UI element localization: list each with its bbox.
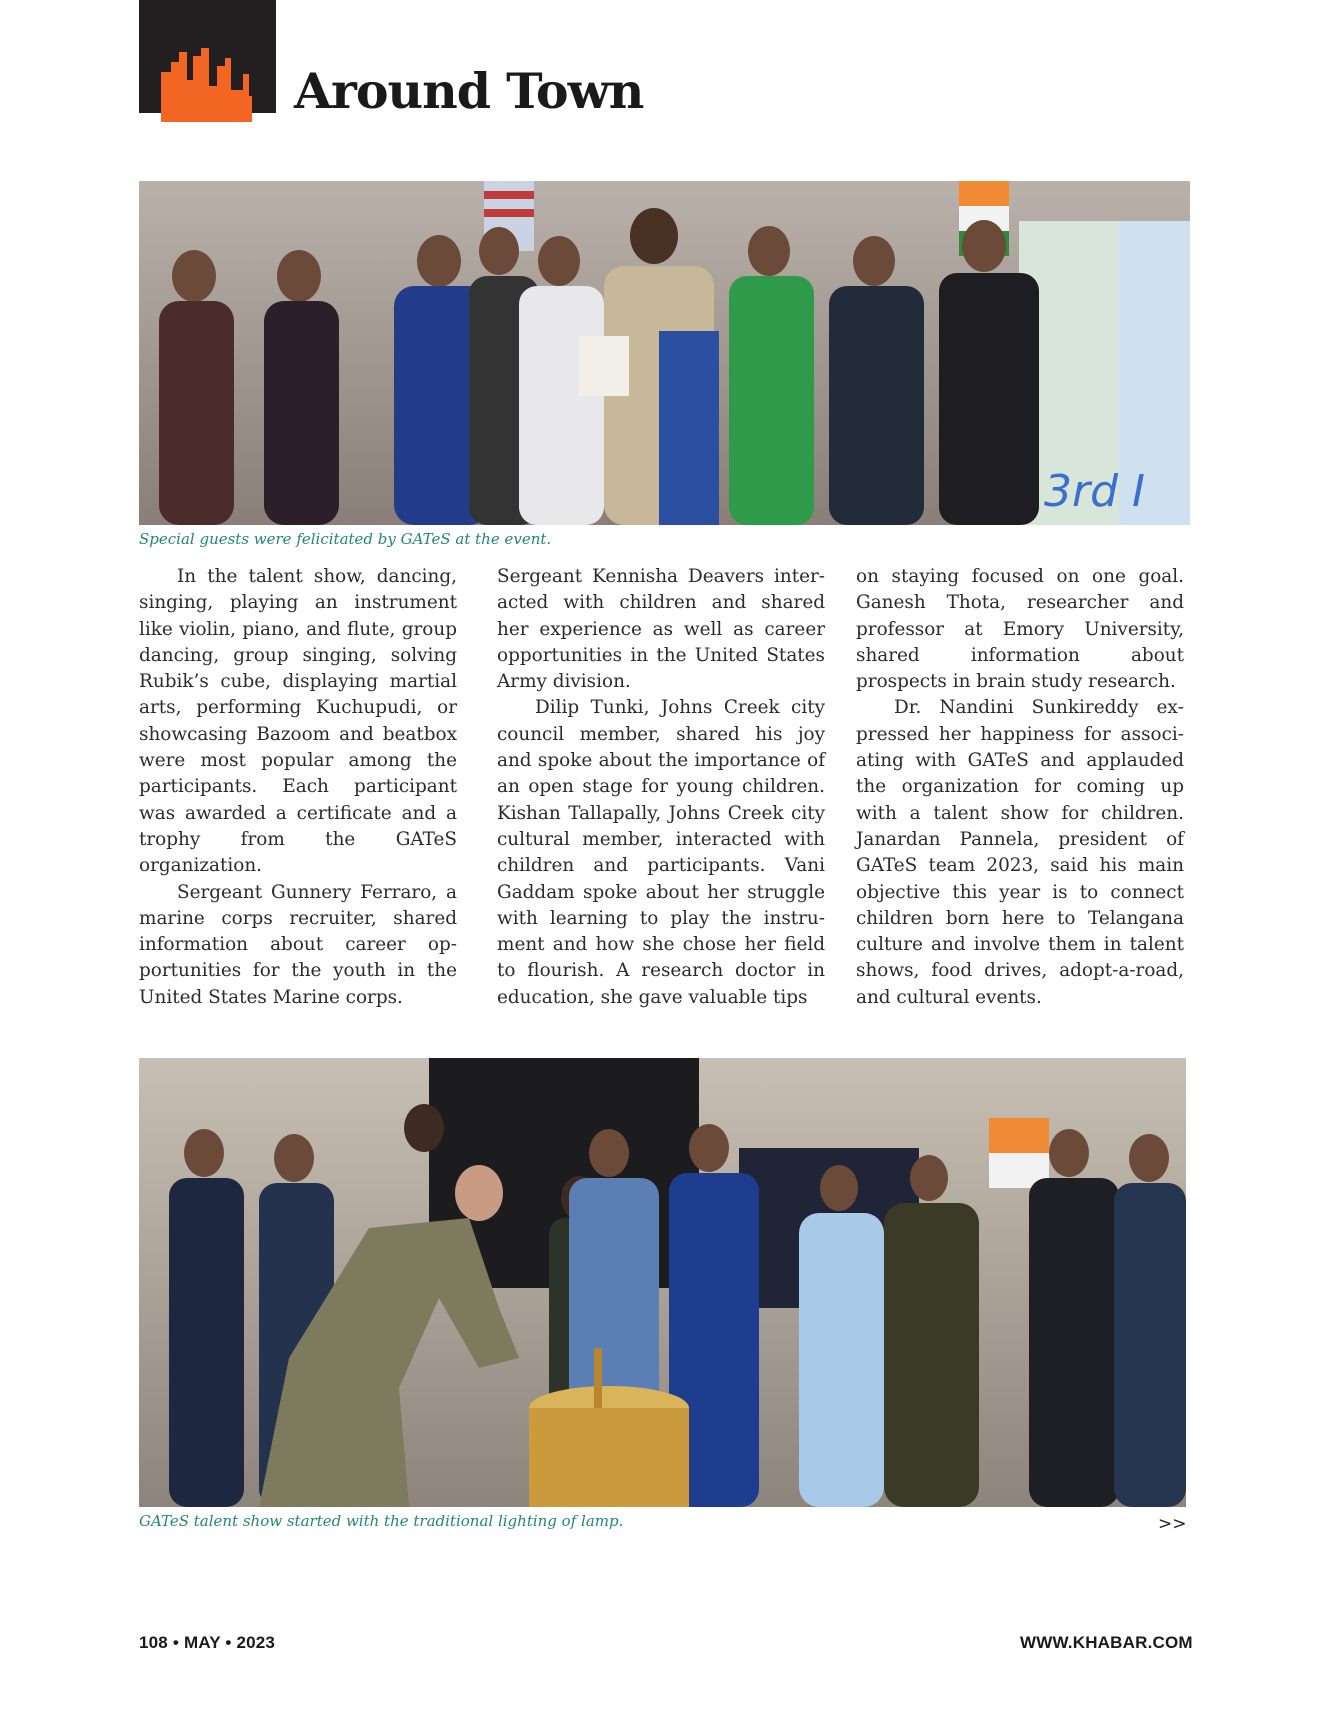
section-logo: [139, 0, 276, 122]
photo-lamp-lighting: [139, 1058, 1186, 1507]
article-column-2: [497, 564, 825, 1011]
continue-marker: >>: [1158, 1514, 1187, 1534]
article-column-1: [139, 564, 457, 1011]
photo-caption-bottom: GATeS talent show started with the traditional lighting of lamp.: [139, 1512, 624, 1530]
photo-special-guests: [139, 181, 1190, 525]
article-paragraph: In the talent show, dancing, singing, playing an instrument like violin, piano, and flute, group dancing, group singing, solving Rubik’s cube, displaying martial arts, performing Kuchupudi, or showcasing Bazoom and beatbox were most popular among the participants. Each participant was awarded a certificate and a trophy from the GATeS organization.: [139, 566, 457, 877]
section-title: Around Town: [294, 62, 644, 120]
page-info: 108 • MAY • 2023: [139, 1633, 276, 1652]
article-column-3: [856, 564, 1184, 1011]
website-link[interactable]: WWW.KHABAR.COM: [1020, 1633, 1193, 1652]
city-skyline-icon: [139, 0, 276, 122]
article-paragraph: Dilip Tunki, Johns Creek city council member, shared his joy and spoke about the importance of an open stage for young children. Kishan Tallapally, Johns Creek city cultural member, interacted with children and participants. Vani Gaddam spoke about her struggle with learning to play the instrument and how she chose her field to flourish. A research doctor in education, she gave valuable tips: [497, 697, 825, 1008]
article-paragraph: Dr. Nandini Sunkireddy expressed her happiness for associating with GATeS and applauded the organization for coming up with a talent show for children. Janardan Pannela, president of GATeS team 2023, said his main objective this year is to connect children born here to Telangana culture and involve them in talent shows, food drives, adopt-a-road, and cultural events.: [856, 697, 1184, 1008]
svg-text:3rd I: 3rd I: [1044, 466, 1145, 517]
article-paragraph: Sergeant Kennisha Deavers interacted with children and shared her experience as well as career opportunities in the United States Army division.: [497, 566, 825, 693]
article-paragraph: on staying focused on one goal. Ganesh Thota, researcher and professor at Emory University, shared information about prospects in brain study research.: [856, 566, 1184, 693]
photo-caption-top: Special guests were felicitated by GATeS at the event.: [139, 530, 552, 548]
article-paragraph: Sergeant Gunnery Ferraro, a marine corps recruiter, shared information about career opportunities for the youth in the United States Marine corps.: [139, 881, 457, 1008]
